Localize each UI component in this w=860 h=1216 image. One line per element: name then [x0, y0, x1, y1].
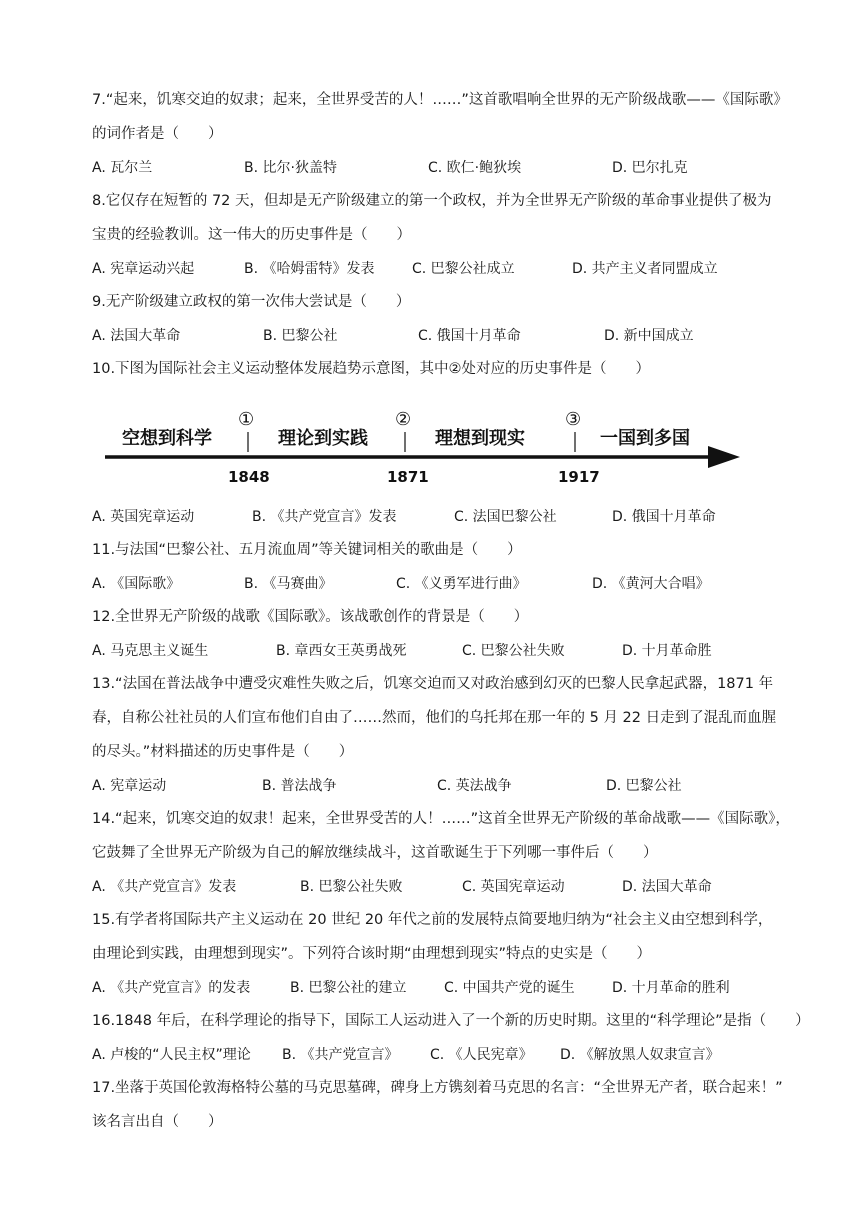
timeline-segment-1: 空想到科学 — [122, 428, 212, 449]
option-b[interactable]: B. 《马赛曲》 — [244, 576, 333, 592]
question-15-line-2: 由理论到实践，由理想到现实”。下列符合该时期“由理想到现实”特点的史实是（ ） — [92, 946, 652, 962]
option-b[interactable]: B. 章西女王英勇战死 — [276, 643, 407, 659]
option-d[interactable]: D. 十月革命胜 — [622, 643, 712, 659]
timeline-segment-2: 理论到实践 — [278, 428, 368, 449]
question-11-line-1: 11.与法国“巴黎公社、五月流血周”等关键词相关的歌曲是（ ） — [92, 542, 522, 558]
timeline-segment-4: 一国到多国 — [600, 428, 690, 449]
option-c[interactable]: C. 英国宪章运动 — [462, 879, 565, 895]
option-a[interactable]: A. 法国大革命 — [92, 328, 181, 344]
question-9-line-1: 9.无产阶级建立政权的第一次伟大尝试是（ ） — [92, 294, 411, 310]
option-a[interactable]: A. 《国际歌》 — [92, 576, 181, 592]
option-d[interactable]: D. 十月革命的胜利 — [612, 980, 730, 996]
option-a[interactable]: A. 卢梭的“人民主权”理论 — [92, 1047, 251, 1063]
option-c[interactable]: C. 巴黎公社成立 — [412, 261, 515, 277]
option-d[interactable]: D. 《解放黑人奴隶宣言》 — [560, 1047, 720, 1063]
question-12-line-1: 12.全世界无产阶级的战歌《国际歌》。该战歌创作的背景是（ ） — [92, 609, 529, 625]
option-b[interactable]: B. 巴黎公社的建立 — [290, 980, 407, 996]
option-a[interactable]: A. 宪章运动 — [92, 778, 167, 794]
question-8-line-1: 8.它仅存在短暂的 72 天，但却是无产阶级建立的第一个政权，并为全世界无产阶级的革命事业提供了极为 — [92, 193, 772, 209]
option-b[interactable]: B. 比尔·狄盖特 — [244, 160, 337, 176]
timeline-marker-1: ① — [238, 409, 255, 430]
option-c[interactable]: C. 《人民宪章》 — [430, 1047, 533, 1063]
question-10-line-1: 10.下图为国际社会主义运动整体发展趋势示意图，其中②处对应的历史事件是（ ） — [92, 361, 651, 377]
option-b[interactable]: B. 《共产党宣言》 — [282, 1047, 399, 1063]
timeline-segment-3: 理想到现实 — [435, 428, 525, 449]
option-a[interactable]: A. 《共产党宣言》发表 — [92, 879, 237, 895]
option-d[interactable]: D. 共产主义者同盟成立 — [572, 261, 718, 277]
option-d[interactable]: D. 法国大革命 — [622, 879, 712, 895]
option-b[interactable]: B. 《共产党宣言》发表 — [252, 509, 397, 525]
question-13-line-3: 的尽头。”材料描述的历史事件是（ ） — [92, 744, 354, 760]
timeline-year-3: 1917 — [558, 468, 600, 486]
option-c[interactable]: C. 欧仁·鲍狄埃 — [428, 160, 522, 176]
question-7-line-2: 的词作者是（ ） — [92, 126, 223, 142]
question-13-line-2: 春，自称公社社员的人们宣布他们自由了……然而，他们的乌托邦在那一年的 5 月 22 日走到了混乱而血腥 — [92, 710, 777, 726]
option-b[interactable]: B. 普法战争 — [262, 778, 337, 794]
option-d[interactable]: D. 巴黎公社 — [606, 778, 682, 794]
timeline-marker-2: ② — [395, 409, 412, 430]
option-c[interactable]: C. 英法战争 — [437, 778, 512, 794]
timeline-year-2: 1871 — [387, 468, 429, 486]
question-17-line-2: 该名言出自（ ） — [92, 1114, 223, 1130]
option-a[interactable]: A. 《共产党宣言》的发表 — [92, 980, 251, 996]
option-a[interactable]: A. 宪章运动兴起 — [92, 261, 195, 277]
option-a[interactable]: A. 马克思主义诞生 — [92, 643, 209, 659]
option-d[interactable]: D. 《黄河大合唱》 — [592, 576, 710, 592]
question-13-line-1: 13.“法国在普法战争中遭受灾难性失败之后，饥寒交迫而又对政治感到幻灭的巴黎人民拿起武器，1871 年 — [92, 676, 774, 692]
option-d[interactable]: D. 俄国十月革命 — [612, 509, 716, 525]
option-c[interactable]: C. 《义勇军进行曲》 — [396, 576, 527, 592]
question-17-line-1: 17.坐落于英国伦敦海格特公墓的马克思墓碑，碑身上方镌刻着马克思的名言：“全世界无产者，联合起来！” — [92, 1080, 783, 1096]
option-c[interactable]: C. 俄国十月革命 — [418, 328, 521, 344]
option-c[interactable]: C. 中国共产党的诞生 — [444, 980, 575, 996]
option-b[interactable]: B. 巴黎公社 — [263, 328, 338, 344]
timeline-year-1: 1848 — [228, 468, 270, 486]
option-b[interactable]: B. 巴黎公社失败 — [300, 879, 403, 895]
option-c[interactable]: C. 巴黎公社失败 — [462, 643, 565, 659]
question-14-line-1: 14.“起来，饥寒交迫的奴隶！起来，全世界受苦的人！……”这首全世界无产阶级的革命战歌——《国际歌》， — [92, 811, 790, 827]
question-16-line-1: 16.1848 年后，在科学理论的指导下，国际工人运动进入了一个新的历史时期。这里的“科学理论”是指（ ） — [92, 1013, 810, 1029]
question-15-line-1: 15.有学者将国际共产主义运动在 20 世纪 20 年代之前的发展特点简要地归纳为“社会主义由空想到科学， — [92, 912, 773, 928]
option-b[interactable]: B. 《哈姆雷特》发表 — [244, 261, 375, 277]
question-8-line-2: 宝贵的经验教训。这一伟大的历史事件是（ ） — [92, 227, 411, 243]
question-14-line-2: 它鼓舞了全世界无产阶级为自己的解放继续战斗，这首歌诞生于下列哪一事件后（ ） — [92, 845, 658, 861]
option-d[interactable]: D. 巴尔扎克 — [612, 160, 688, 176]
option-a[interactable]: A. 英国宪章运动 — [92, 509, 195, 525]
option-a[interactable]: A. 瓦尔兰 — [92, 160, 153, 176]
timeline-marker-3: ③ — [565, 409, 582, 430]
timeline-diagram — [100, 400, 750, 490]
option-d[interactable]: D. 新中国成立 — [604, 328, 694, 344]
option-c[interactable]: C. 法国巴黎公社 — [454, 509, 557, 525]
question-7-line-1: 7.“起来，饥寒交迫的奴隶；起来，全世界受苦的人！……”这首歌唱响全世界的无产阶级战歌——《国际歌》 — [92, 92, 788, 108]
